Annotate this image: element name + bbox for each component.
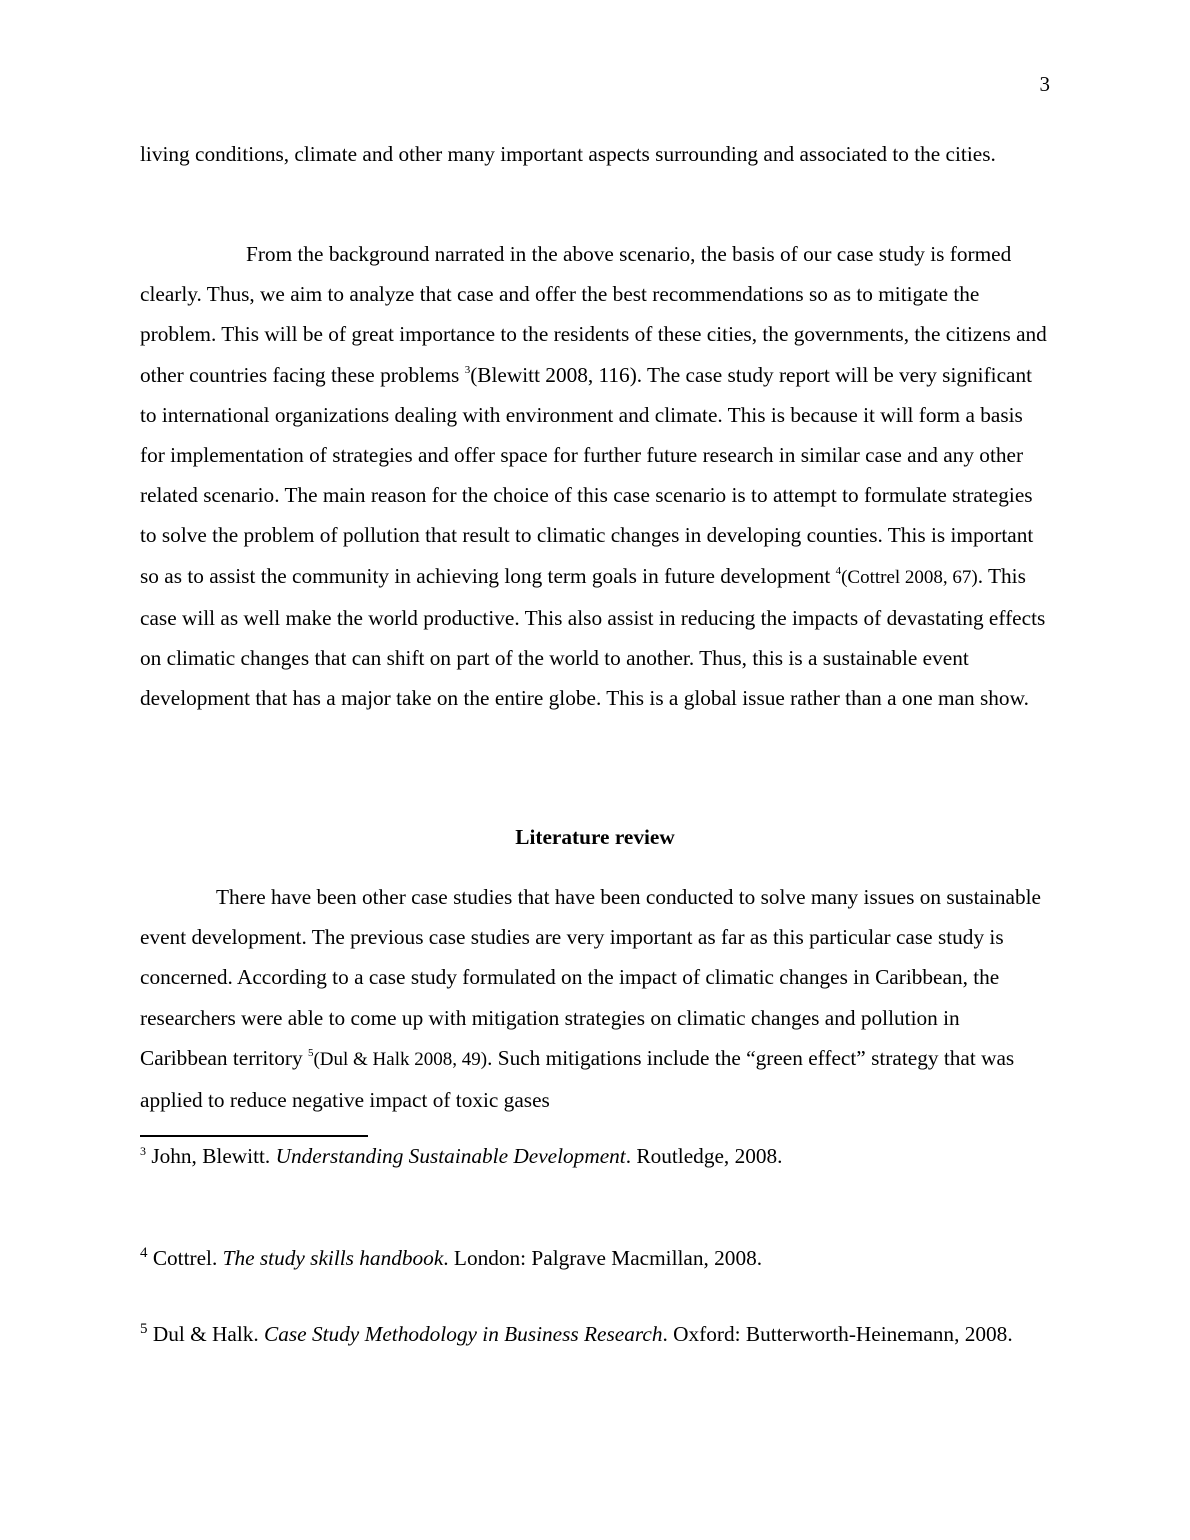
footnote-ref-4[interactable]: 4: [835, 564, 842, 577]
paragraph-text: From the background narrated in the above scenario, the basis of our case study is formed clearly. Thus, we aim to analyze that case and offer the best recommendations so as to mitigate the problem. This will be of great importance to the residents of these cities, the governments, the citizens and other countries facing these problems: [140, 242, 1047, 387]
footnote-author: John, Blewitt.: [146, 1144, 276, 1168]
footnote-number: 3: [140, 1144, 146, 1158]
section-heading: Literature review: [515, 825, 675, 849]
footnote-ref-5[interactable]: 5: [307, 1046, 314, 1059]
footnote-title: Understanding Sustainable Development: [275, 1144, 626, 1168]
footnote-5: [140, 1321, 1052, 1347]
footnote-3: [140, 1143, 1052, 1169]
footnote-title: The study skills handbook: [222, 1246, 444, 1270]
paragraph-background: [140, 234, 1052, 718]
paragraph-continuation: living conditions, climate and other many important aspects surrounding and associated to the cities.: [140, 142, 996, 166]
footnote-author: Cottrel.: [147, 1246, 223, 1270]
page-number: 3: [1039, 72, 1050, 96]
paragraph-text: . Such mitigations include the “green effect” strategy that was applied to reduce negative impact of toxic gases: [140, 1045, 1015, 1113]
paragraph-text: (Blewitt 2008, 116). The case study report will be very significant to international organizations dealing with environment and climate. This is because it will form a basis for implementation of strategies and offer space for further future research in similar case and any other related scenario. The main reason for the choice of this case scenario is to attempt to formulate strategies to solve the problem of pollution that result to climatic changes in developing counties. This is important so as to assist the community in achieving long term goals in future development: [140, 362, 1034, 588]
citation: (Cottrel 2008, 67): [841, 566, 978, 588]
footnote-publisher: . London: Palgrave Macmillan, 2008.: [443, 1246, 763, 1270]
footnote-author: Dul & Halk.: [147, 1322, 265, 1346]
footnote-number: 5: [140, 1321, 148, 1337]
footnote-publisher: . Routledge, 2008.: [625, 1144, 783, 1168]
paragraph-text: There have been other case studies that have been conducted to solve many issues on sustainable event development. The previous case studies are very important as far as this particular case study is concerned. According to a case study formulated on the impact of climatic changes in Caribbean, the researchers were able to come up with mitigation strategies on climatic changes and pollution in Caribbean territory: [140, 885, 1041, 1070]
citation: (Dul & Halk 2008, 49): [313, 1048, 488, 1070]
footnote-title: Case Study Methodology in Business Research: [264, 1322, 663, 1346]
paragraph-text: . This case will as well make the world productive. This also assist in reducing the impacts of devastating effects on climatic changes that can shift on part of the world to another. Thus, this is a sustainable event development that has a major take on the entire globe. This is a global issue rather than a one man show.: [140, 563, 1046, 711]
footnote-number: 4: [140, 1245, 148, 1261]
footnote-publisher: . Oxford: Butterworth-Heinemann, 2008.: [662, 1322, 1013, 1346]
footnote-ref-3[interactable]: 3: [464, 363, 471, 376]
footnote-separator: [140, 1135, 368, 1137]
footnote-4: [140, 1245, 1052, 1271]
paragraph-literature: [140, 877, 1052, 1120]
